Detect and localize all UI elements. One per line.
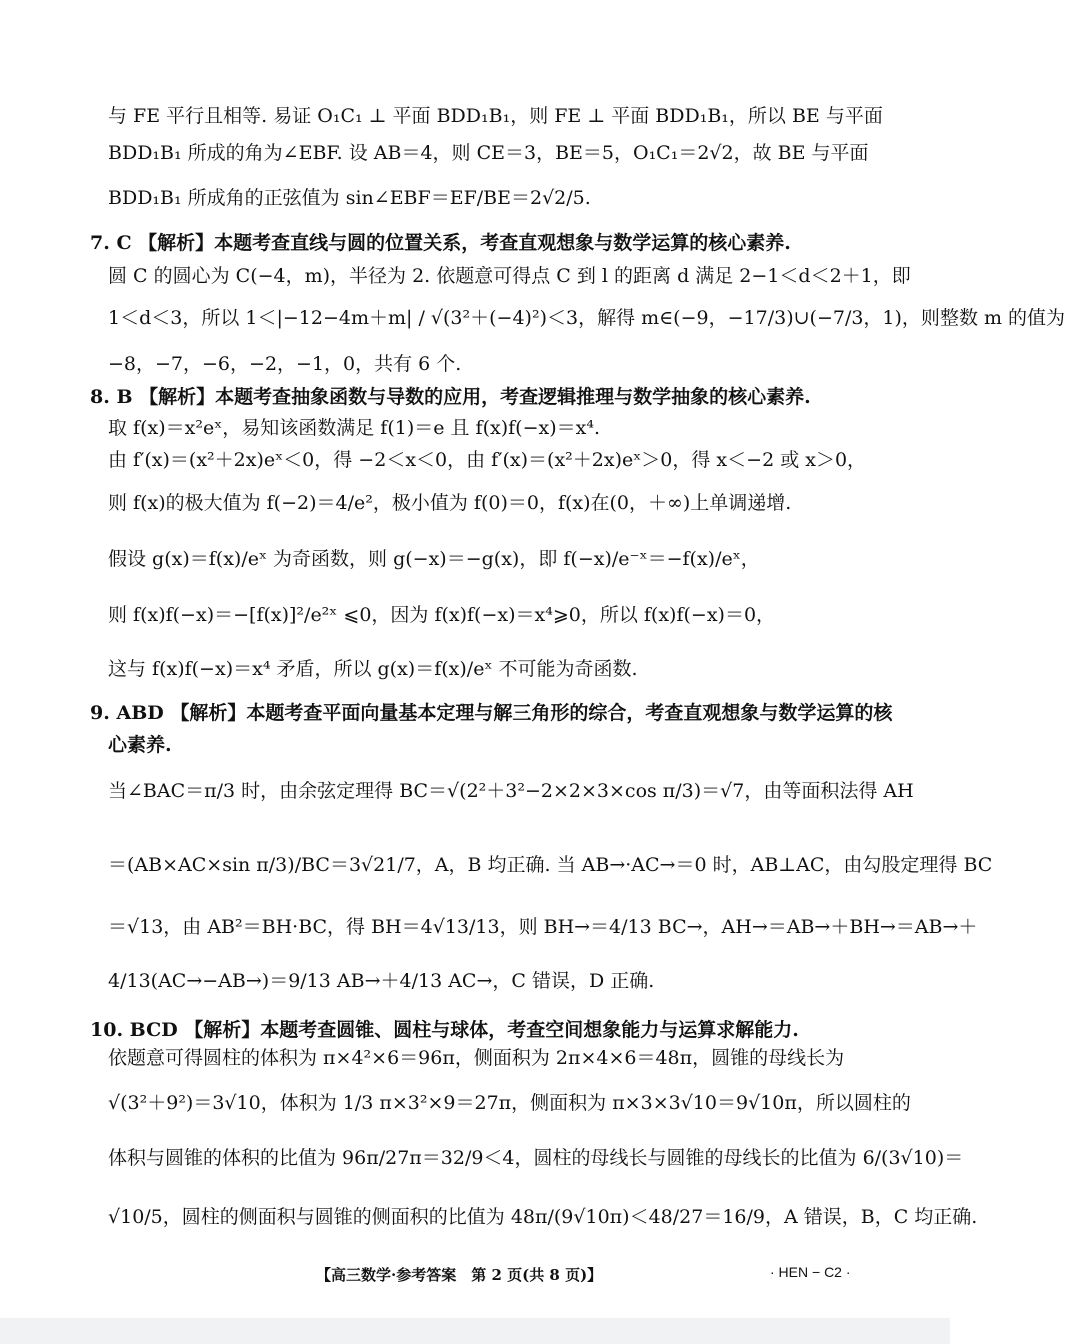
text-line: 取 f(x)＝x²eˣ，易知该函数满足 f(1)＝e 且 f(x)f(−x)＝x⁴. [108,417,600,439]
text-line: 与 FE 平行且相等. 易证 O₁C₁ ⊥ 平面 BDD₁B₁，则 FE ⊥ 平面 BDD₁B₁，所以 BE 与平面 [108,105,883,127]
text-line: √(3²＋9²)＝3√10，体积为 1/3 π×3²×9＝27π，侧面积为 π×3×3√10＝9√10π，所以圆柱的 [108,1092,911,1114]
text-line: √10/5，圆柱的侧面积与圆锥的侧面积的比值为 48π/(9√10π)＜48/27＝16/9，A 错误，B，C 均正确. [108,1206,978,1228]
text-line: −8，−7，−6，−2，−1，0，共有 6 个. [108,353,462,375]
text-line: ＝√13，由 AB²＝BH·BC，得 BH＝4√13/13，则 BH→＝4/13 BC→，AH→＝AB→＋BH→＝AB→＋ [108,916,978,938]
text-line: 由 f′(x)＝(x²＋2x)eˣ＜0，得 −2＜x＜0，由 f′(x)＝(x²＋2x)eˣ＞0，得 x＜−2 或 x＞0， [108,449,867,471]
text-line: 1＜d＜3，所以 1＜|−12−4m＋m| / √(3²＋(−4)²)＜3，解得 m∈(−9，−17/3)∪(−7/3，1)，则整数 m 的值为 [108,307,1065,329]
text-line: 依题意可得圆柱的体积为 π×4²×6＝96π，侧面积为 2π×4×6＝48π，圆锥的母线长为 [108,1047,845,1069]
q9-heading-cont: 心素养. [108,734,172,756]
text-line: 这与 f(x)f(−x)＝x⁴ 矛盾，所以 g(x)＝f(x)/eˣ 不可能为奇函数. [108,658,638,680]
page-footer [0,1264,950,1288]
text-line: 则 f(x)f(−x)＝−[f(x)]²/e²ˣ ⩽0，因为 f(x)f(−x)＝x⁴⩾0，所以 f(x)f(−x)＝0， [108,604,776,626]
footer-page-info: 【高三数学·参考答案 第 2 页(共 8 页)】 [316,1266,603,1284]
q7-heading: 7. C 【解析】本题考查直线与圆的位置关系，考查直观想象与数学运算的核心素养. [90,232,791,254]
q8-heading: 8. B 【解析】本题考查抽象函数与导数的应用，考查逻辑推理与数学抽象的核心素养. [90,386,811,408]
scan-bottom-band [0,1318,950,1344]
text-line: 4/13(AC→−AB→)＝9/13 AB→＋4/13 AC→，C 错误，D 正确. [108,970,655,992]
q9-heading: 9. ABD 【解析】本题考查平面向量基本定理与解三角形的综合，考查直观想象与数学运算的核 [90,702,893,724]
text-line: 圆 C 的圆心为 C(−4，m)，半径为 2. 依题意可得点 C 到 l 的距离 d 满足 2−1＜d＜2＋1，即 [108,265,911,287]
text-line: 体积与圆锥的体积的比值为 96π/27π＝32/9＜4，圆柱的母线长与圆锥的母线长的比值为 6/(3√10)＝ [108,1147,964,1169]
q10-heading: 10. BCD 【解析】本题考查圆锥、圆柱与球体，考查空间想象能力与运算求解能力. [90,1019,799,1041]
text-line: 当∠BAC＝π/3 时，由余弦定理得 BC＝√(2²＋3²−2×2×3×cos π/3)＝√7，由等面积法得 AH [108,780,914,802]
text-line: BDD₁B₁ 所成角的正弦值为 sin∠EBF＝EF/BE＝2√2/5. [108,187,591,209]
text-line: 则 f(x)的极大值为 f(−2)＝4/e²，极小值为 f(0)＝0，f(x)在(0，＋∞)上单调递增. [108,492,792,514]
text-line: 假设 g(x)＝f(x)/eˣ 为奇函数，则 g(−x)＝−g(x)，即 f(−x)/e⁻ˣ＝−f(x)/eˣ， [108,548,760,570]
text-line: ＝(AB×AC×sin π/3)/BC＝3√21/7，A，B 均正确. 当 AB→·AC→＝0 时，AB⊥AC，由勾股定理得 BC [108,854,993,876]
footer-code: · HEN − C2 · [770,1264,851,1280]
text-line: BDD₁B₁ 所成的角为∠EBF. 设 AB＝4，则 CE＝3，BE＝5，O₁C₁＝2√2，故 BE 与平面 [108,142,869,164]
